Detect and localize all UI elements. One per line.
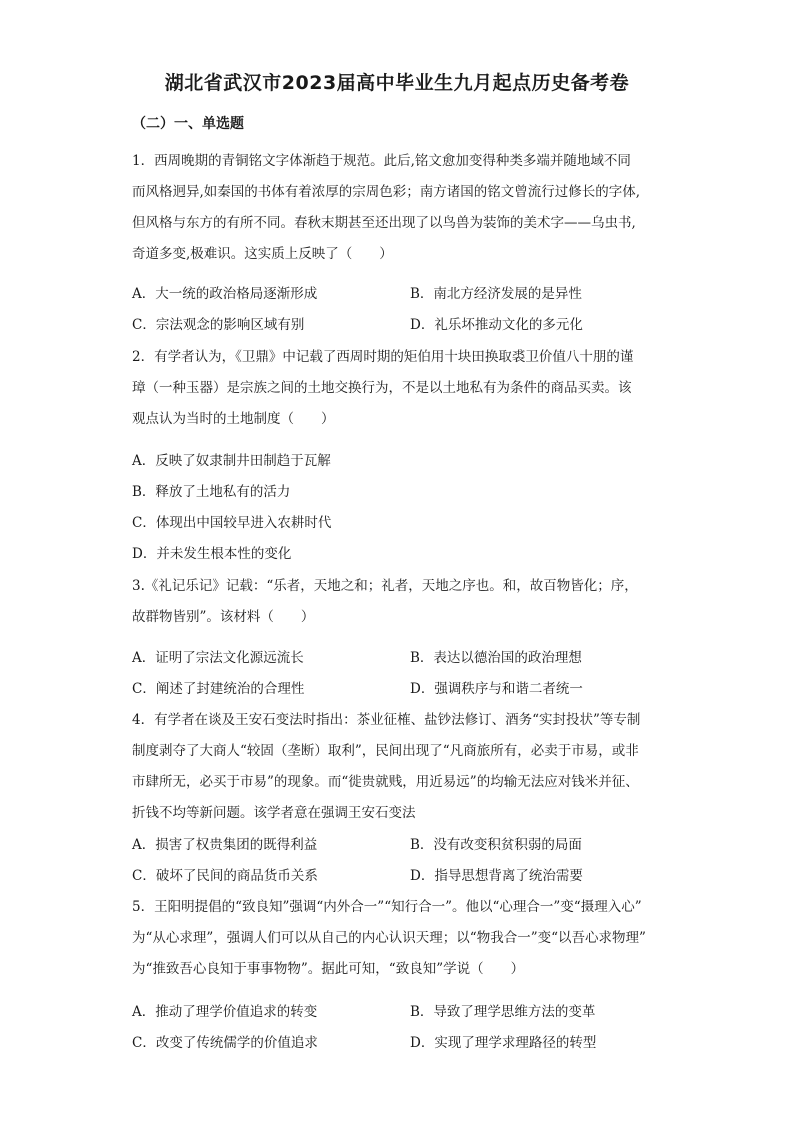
stem-line: 制度剥夺了大商人“较固（垄断）取利”，民间出现了“凡商旅所有，必卖于市易，或非 [132,743,639,759]
question-2-option-b: B．释放了土地私有的活力 [132,484,291,500]
question-3-option-a: A．证明了宗法文化源远流长 [132,650,304,666]
question-1-option-b: B．南北方经济发展的是异性 [410,286,582,302]
question-4-option-d: D．指导思想背离了统治需要 [410,868,583,884]
question-2-option-c: C．体现出中国较早进入农耕时代 [132,515,332,531]
stem-line: 为“推致吾心良知于事事物物”。据此可知，“致良知”学说（ ） [132,961,525,977]
stem-line: 4．有学者在谈及王安石变法时指出：茶业征榷、盐钞法修订、酒务“实封投状”等专制 [132,712,641,728]
question-4-option-b: B．没有改变积贫积弱的局面 [410,837,582,853]
question-1-option-c: C．宗法观念的影响区域有别 [132,317,305,333]
question-5-option-c: C．改变了传统儒学的价值追求 [132,1035,318,1051]
question-3-option-d: D．强调秩序与和谐二者统一 [410,681,583,697]
stem-line: 璋（一种玉器）是宗族之间的土地交换行为，不是以土地私有为条件的商品买卖。该 [132,380,632,396]
stem-line: 观点认为当时的土地制度（ ） [132,411,335,427]
question-4-option-a: A．损害了权贵集团的既得利益 [132,837,318,853]
question-1-option-d: D．礼乐坏推动文化的多元化 [410,317,583,333]
stem-line: 为“从心求理”，强调人们可以从自己的内心认识天理；以“物我合一”变“以吾心求物理” [132,930,646,946]
question-2-stem [132,342,662,435]
question-2-option-a: A．反映了奴隶制井田制趋于瓦解 [132,453,331,469]
stem-line: 5．王阳明提倡的“致良知”强调“内外合一”“知行合一”。他以“心理合一”变“摄理入心” [132,899,642,915]
page-title: 湖北省武汉市2023届高中毕业生九月起点历史备考卷 [164,72,630,94]
question-3-option-c: C．阐述了封建统治的合理性 [132,681,305,697]
question-5-option-d: D．实现了理学求理路径的转型 [410,1035,597,1051]
question-4-stem [132,705,662,829]
stem-line: 故群物皆别”。该材料（ ） [132,609,315,625]
question-4-option-c: C．破坏了民间的商品货币关系 [132,868,318,884]
section-heading: （二）一、单选题 [132,116,244,132]
question-5-stem [132,892,662,985]
stem-line: 折钱不均等新问题。该学者意在强调王安石变法 [132,805,416,821]
stem-line: 市肆所无，必买于市易”的现象。而“徙贵就贱，用近易远”的均输无法应对钱米并征、 [132,774,639,790]
question-1-stem [132,146,662,270]
question-3-stem [132,571,662,633]
stem-line: 2．有学者认为，《卫鼎》中记载了西周时期的矩伯用十块田换取裘卫价值八十朋的谨 [132,349,634,365]
question-3-option-b: B．表达以德治国的政治理想 [410,650,582,666]
question-5-option-b: B．导致了理学思维方法的变革 [410,1004,596,1020]
stem-line: 而风格迥异,如秦国的书体有着浓厚的宗周色彩；南方诸国的铭文曾流行过修长的字体, [132,184,641,200]
stem-line: 奇道多变,极难识。这实质上反映了（ ） [132,246,393,262]
question-2-option-d: D．并未发生根本性的变化 [132,546,292,562]
question-5-option-a: A．推动了理学价值追求的转变 [132,1004,318,1020]
question-1-option-a: A．大一统的政治格局逐渐形成 [132,286,318,302]
stem-line: 但风格与东方的有所不同。春秋末期甚至还出现了以鸟兽为装饰的美术字——乌虫书, [132,215,636,231]
stem-line: 1．西周晚期的青铜铭文字体渐趋于规范。此后,铭文愈加变得种类多端并随地域不同 [132,153,631,169]
stem-line: 3.《礼记乐记》记载：“乐者，天地之和；礼者，天地之序也。和，故百物皆化；序， [132,578,638,594]
